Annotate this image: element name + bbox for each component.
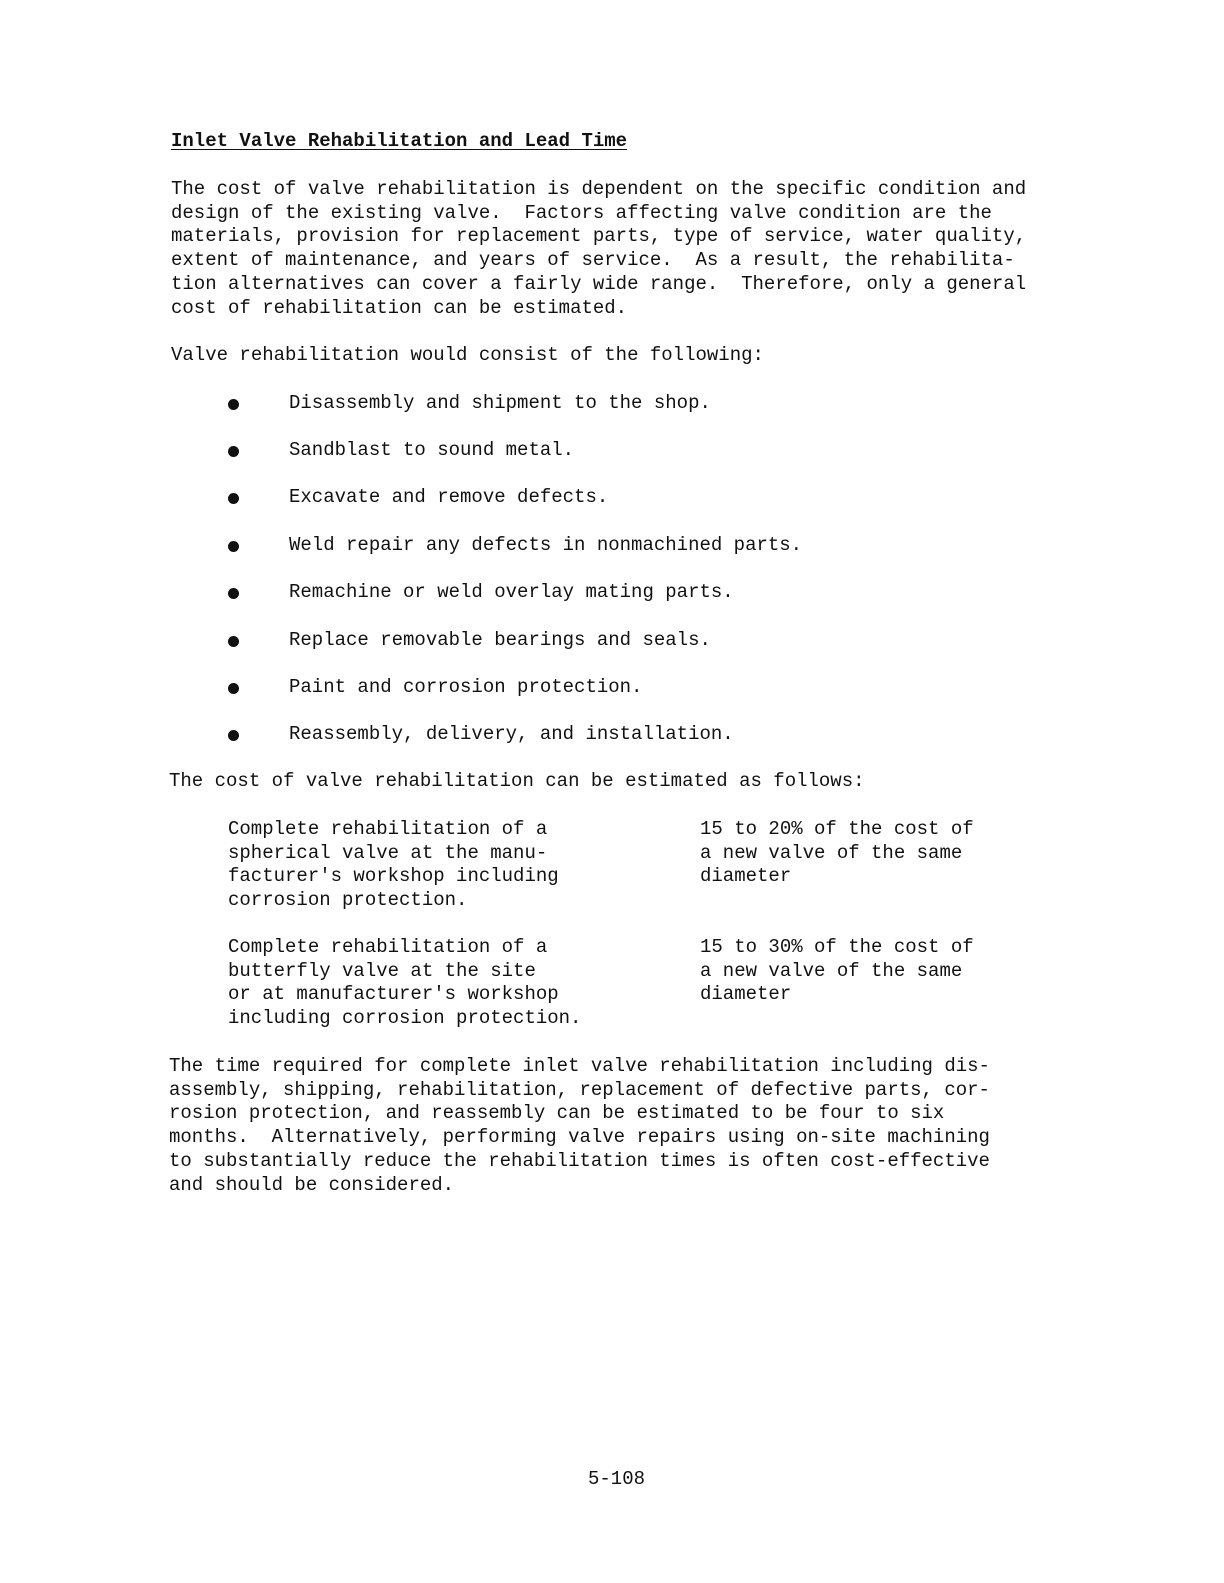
- list-item-text: Remachine or weld overlay mating parts.: [289, 581, 734, 603]
- bullet-icon: [228, 588, 239, 599]
- list-item-text: Excavate and remove defects.: [289, 486, 609, 508]
- bullet-icon: [228, 636, 239, 647]
- cost-intro-paragraph: The cost of valve rehabilitation can be estimated as follows:: [169, 770, 865, 792]
- list-item-text: Disassembly and shipment to the shop.: [289, 392, 711, 414]
- list-item: [228, 629, 711, 653]
- bullet-icon: [228, 446, 239, 457]
- list-item-text: Replace removable bearings and seals.: [289, 629, 711, 651]
- list-item-text: Weld repair any defects in nonmachined parts.: [289, 534, 803, 556]
- list-item: [228, 486, 609, 510]
- list-item: [228, 723, 734, 747]
- bullet-icon: [228, 493, 239, 504]
- list-item: [228, 439, 575, 463]
- list-item: [228, 581, 734, 605]
- section-heading: Inlet Valve Rehabilitation and Lead Time: [171, 130, 628, 152]
- page-number: 5-108: [588, 1468, 646, 1490]
- list-item-text: Reassembly, delivery, and installation.: [289, 723, 734, 745]
- bullet-icon: [228, 399, 239, 410]
- bullet-icon: [228, 683, 239, 694]
- bullet-icon: [228, 541, 239, 552]
- cost-estimate-value: 15 to 30% of the cost of a new valve of the same diameter: [700, 936, 974, 1006]
- lead-time-paragraph: The time required for complete inlet valve rehabilitation including dis- assembly, shipping, rehabilitation, replacement of defective parts, cor- rosion protection, and reassembly can be estimated to be four to six months. Alternatively, performing valve repairs using on-site machining to substantially reduce the rehabilitation times is often cost-effective and should be considered.: [169, 1055, 990, 1196]
- list-item-text: Sandblast to sound metal.: [289, 439, 575, 461]
- cost-estimate-description: Complete rehabilitation of a spherical valve at the manu- facturer's workshop including corrosion protection.: [228, 818, 559, 912]
- list-item: [228, 676, 643, 700]
- bullet-icon: [228, 730, 239, 741]
- cost-estimate-description: Complete rehabilitation of a butterfly valve at the site or at manufacturer's workshop including corrosion protection.: [228, 936, 582, 1030]
- list-item: [228, 392, 711, 416]
- intro-paragraph: The cost of valve rehabilitation is dependent on the specific condition and design of the existing valve. Factors affecting valve condition are the materials, provision for replacement parts, type of service, water quality, extent of maintenance, and years of service. As a result, the rehabilita- tion alternatives can cover a fairly wide range. Therefore, only a general cost of rehabilitation can be estimated.: [171, 178, 1027, 319]
- cost-estimate-value: 15 to 20% of the cost of a new valve of the same diameter: [700, 818, 974, 888]
- list-item-text: Paint and corrosion protection.: [289, 676, 643, 698]
- list-item: [228, 534, 803, 558]
- list-intro-paragraph: Valve rehabilitation would consist of the following:: [171, 344, 764, 366]
